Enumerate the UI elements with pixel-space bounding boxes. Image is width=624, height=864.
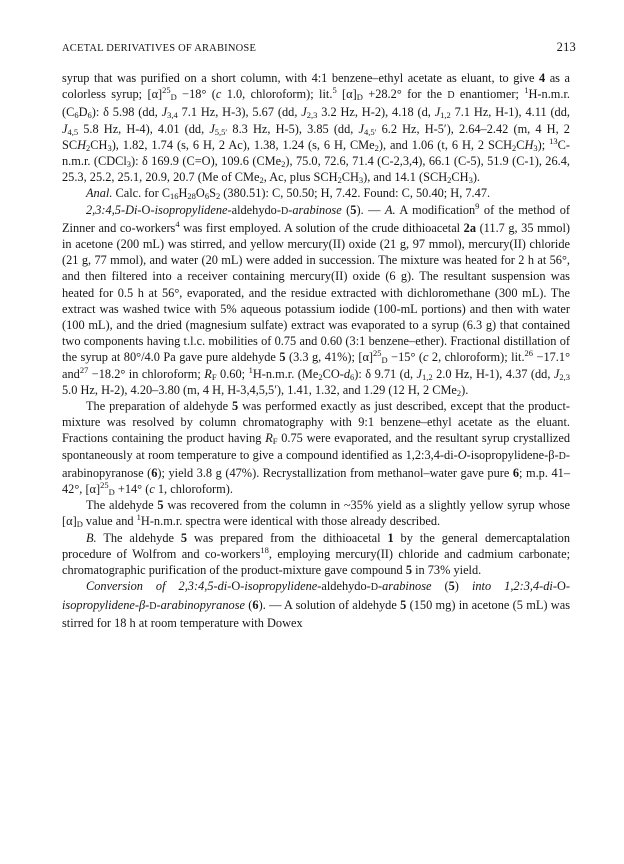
page-number: 213 bbox=[556, 40, 576, 54]
paragraph: 2,3:4,5-Di-O-isopropylidene-aldehydo-D-arabinose (5). — A. A modification$^9$ of the method of Zinner and co-workers$^4$ was first employed. A solution of the crude dithioacetal 2a (11.7 g, 35 mmol) in acetone (200 mL) was stirred, and yellow mercury(II) oxide (21 g, 97 mmol), mercury(II) chloride (21 g, 77 mmol), and water (20 mL) were added in succession. The mixture was heated for 2 h at 56°, and then filtered into a receiver containing mercury(II) oxide (6 g). The resultant suspension was heated for 0.5 h at 56°, evaporated, and the residue extracted with dichloromethane (300 mL). The extract was washed twice with 5% aqueous potassium iodide (100-mL portions) and then with water (100 mL), and the dried (magnesium sulfate) extract was evaporated to a syrup (6.3 g) that contained two components having t.l.c. mobilities of 0.75 and 0.60 (3:1 benzene–ether). Fractional distillation of the syrup at 80°/4.0 Pa gave pure aldehyde 5 (3.3 g, 41%); $[\alpha]^{25}_D -15^\circ$ (c 2, chloroform); lit.$^{26}$ −17.1° and$^{27}$ −18.2° in chloroform; $R_F$ 0.60; $^1$H-n.m.r. $(Me_2CO-d_6)$: δ 9.71 (d, $J_{1,2}$ 2.0 Hz, H-1), 4.37 (dd, $J_{2,3}$ 5.0 Hz, H-2), 4.20–3.80 (m, 4 H, H-3,4,5,5′), 1.41, 1.32, and 1.29 (12 H, 2 CMe$_2$). bbox=[62, 200, 571, 398]
paragraph: B. The aldehyde 5 was prepared from the dithioacetal 1 by the general demercaptalation procedure of Wolfrom and co-workers$^{18}$, employing mercury(II) chloride and cadmium carbonate; chromatographic purification of the product-mixture gave compound 5 in 73% yield. bbox=[62, 530, 570, 578]
paragraph: Conversion of 2,3:4,5-di-O-isopropylidene-aldehydo-D-arabinose (5) into 1,2:3,4-di-O-isopropylidene-β-D-arabinopyranose (6). — A solution of aldehyde 5 (150 mg) in acetone (5 mL) was stirred for 18 h at room temperature with Dowex bbox=[62, 579, 570, 630]
paragraph: The preparation of aldehyde 5 was performed exactly as just described, except that the product-mixture was resolved by column chromatography with 9:1 benzene–ethyl acetate as the eluant. Fractions containing the product having $R_F$ 0.75 were evaporated, and the resultant syrup crystallized spontaneously at room temperature to give a compound identified as 1,2:3,4-di-O-isopropylidene-β-D-arabinopyranose (6); yield 3.8 g (47%). Recrystallization from methanol–water gave pure 6; m.p. 41–42°, $[\alpha]^{25}_D +14^\circ$ (c 1, chloroform). bbox=[62, 399, 571, 498]
article-body bbox=[62, 70, 570, 631]
running-header bbox=[62, 40, 576, 55]
paragraph: Anal. Calc. for $C_{16}H_{28}O_6S_2$ (380.51): C, 50.50; H, 7.42. Found: C, 50.40; H, 7.47. bbox=[86, 186, 491, 202]
running-title: ACETAL DERIVATIVES OF ARABINOSE bbox=[62, 43, 257, 54]
paragraph: syrup that was purified on a short column, with 4:1 benzene–ethyl acetate as eluant, to give 4 as a colorless syrup; $[\alpha]^{25}_D -18^\circ$ (c 1.0, chloroform); lit.$^5$ $[\alpha]_D +28.2^\circ$ for the D enantiomer; $^1$H-n.m.r. $(C_6D_6)$: δ 5.98 (dd, $J_{3,4}$ 7.1 Hz, H-3), 5.67 (dd, $J_{2,3}$ 3.2 Hz, H-2), 4.18 (d, $J_{1,2}$ 7.1 Hz, H-1), 4.11 (dd, $J_{4,5}$ 5.8 Hz, H-4), 4.01 (dd, $J_{5,5'}$ 8.3 Hz, H-5), 3.85 (dd, $J_{4,5'}$ 6.2 Hz, H-5′), 2.64–2.42 (m, 4 H, 2 $SCH_2CH_3$), 1.82, 1.74 (s, 6 H, 2 Ac), 1.38, 1.24 (s, 6 H, CMe$_2$), and 1.06 (t, 6 H, 2 $SCH_2CH_3$); $^{13}$C-n.m.r. (CDCl$_3$): δ 169.9 (C=O), 109.6 (CMe$_2$), 75.0, 72.6, 71.4 (C-2,3,4), 66.1 (C-5), 51.9 (C-1), 26.4, 25.3, 25.2, 25.1, 20.9, 20.7 (Me of CMe$_2$, Ac, plus $SCH_2CH_3$), and 14.1 $(SCH_2CH_3)$. bbox=[62, 71, 570, 186]
paragraph: The aldehyde 5 was recovered from the column in ~35% yield as a slightly yellow syrup whose $[\alpha]_D$ value and $^1$H-n.m.r. spectra were identical with those already described. bbox=[62, 498, 570, 530]
